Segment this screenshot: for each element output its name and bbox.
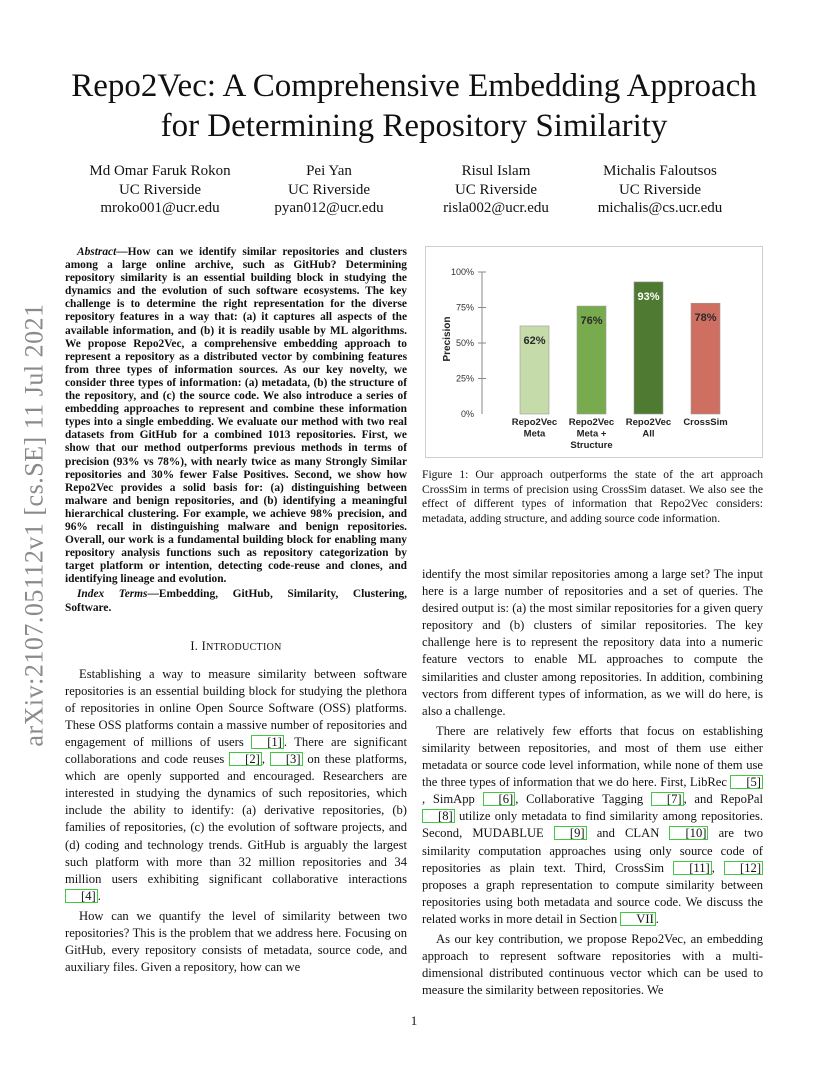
abstract-label: Abstract [77, 246, 117, 258]
intro-paragraph-1 [65, 666, 407, 905]
author-3 [406, 162, 586, 218]
text-run: . [655, 911, 659, 926]
category-label-line: CrossSim [683, 417, 728, 428]
y-tick-label: 100% [450, 267, 474, 277]
author-name: Pei Yan [306, 163, 352, 179]
text-run: , Collaborative Tagging [515, 792, 651, 807]
index-terms [65, 588, 407, 614]
citation-link[interactable]: [7] [651, 792, 684, 806]
text-run: are two similarity computation approaches using only source code of repositories as plain text. Third, CrossSim [422, 826, 764, 875]
category-label [626, 417, 671, 440]
category-label-line: Repo2Vec [568, 417, 615, 428]
author-affiliation: UC Riverside [454, 181, 538, 198]
figure-1-caption: Figure 1: Our approach outperforms the state of the art approach CrossSim in terms of precision using CrossSim dataset. We also see the effect of different types of information that Repo2Vec considers: metadata, adding structure, and adding source code information. [422, 468, 763, 525]
citation-link[interactable]: [6] [483, 792, 516, 806]
arxiv-watermark [14, 290, 56, 760]
citation-link[interactable]: [4] [65, 889, 98, 903]
text-run: . There are significant collaborations and code reuses [65, 735, 408, 767]
text-run: , and RepoPal [683, 792, 763, 807]
citation-link[interactable]: [10] [669, 826, 708, 840]
text-run: proposes a graph representation to compute similarity between repositories using both metadata and source code. We discuss the related works in more detail in Section [422, 877, 763, 926]
author-1 [70, 162, 250, 218]
data-label: 78% [694, 312, 717, 325]
author-email: mroko001@ucr.edu [100, 200, 220, 216]
citation-link[interactable]: [3] [270, 752, 303, 766]
category-label [683, 417, 727, 428]
text-run: , [711, 860, 725, 875]
y-axis-label: Precision [442, 316, 453, 362]
category-label [569, 417, 614, 451]
category-label-line: All [642, 428, 655, 440]
right-paragraph-1: identify the most similar repositories among a large set? The input here is a large number of repositories and a set of queries. The desired output is: (a) the most similar repositories for a given query repository and (b) clusters of similar repositories. The key challenge here is to represent the repository data into a numeric feature vectors to enable ML approaches to compute the similarities and cluster among repositories. In addition, combining vectors from different types of information, as we will do here, is also a challenge. [422, 567, 763, 718]
paper-title [60, 66, 768, 146]
author-name: Risul Islam [461, 163, 531, 179]
category-label [512, 417, 557, 440]
citation-link[interactable]: [11] [673, 861, 712, 875]
arxiv-id: arXiv:2107.05112v1 [cs.SE] 11 Jul 2021 [20, 303, 49, 747]
section-link[interactable]: VII [620, 912, 655, 926]
y-tick-label: 50% [455, 338, 474, 348]
author-4 [570, 162, 750, 218]
left-column [65, 246, 407, 976]
abstract-text: —How can we identify similar repositories and clusters among a large online archive, such as GitHub? Determining repository similarity is an essential building block in studying the dynamics and the evolution of such software ecosystems. The key challenge is to determine the right representation for the diverse repository features in a way that: (a) it captures all aspects of the available information, and (b) it is readily usable by ML algorithms. We propose Repo2Vec, a comprehensive embedding approach to represent a repository as a distributed vector by combining features from three types of information sources. As our key novelty, we consider three types of information: (a) metadata, (b) the structure of the repository, and (c) the source code. We also introduce a series of embedding approaches to represent and combine these information types into a single embedding. We evaluate our method with two real datasets from GitHub for a combined 1013 repositories. First, we show that our method outperforms previous methods in terms of precision (93% vs 78%), with nearly twice as many Strongly Similar repositories and 30% fewer False Positives. Second, we show how Repo2Vec provides a solid basis for: (a) distinguishing between malware and benign repositories, and (b) identifying a meaningful hierarchical clustering. For example, we achieve 98% precision, and 96% recall in distinguishing malware and benign repositories. Overall, our work is a fundamental building block for enabling many repository analysis functions such as repository categorization by target platform or intention, detecting code-reuse and clones, and identifying lineage and evolution. [65, 246, 407, 586]
intro-paragraph-2: How can we quantify the level of similarity between two repositories? This is the problem that we address here. Focusing on GitHub, every repository consists of metadata, source code, and auxiliary files. Given a repository, how can we [65, 908, 407, 975]
text-run: . [97, 888, 101, 903]
author-2 [239, 162, 419, 218]
text-run: Establishing a way to measure similarity between software repositories is an essential building block for studying the plethora of repositories in online Open Source Software (OSS) platforms. These OSS platforms contain a massive number of repositories and engagement of millions of users [65, 666, 407, 749]
author-block [60, 162, 768, 222]
category-label-line: Repo2Vec [625, 417, 672, 428]
bar-chart [426, 247, 762, 457]
data-label: 93% [637, 290, 660, 303]
data-label: 76% [580, 315, 603, 328]
right-paragraph-2 [422, 723, 763, 928]
title-line-1: Repo2Vec: A Comprehensive Embedding Approach [71, 68, 757, 104]
citation-link[interactable]: [5] [730, 775, 763, 789]
citation-link[interactable]: [12] [724, 861, 763, 875]
text-run: on these platforms, which are openly supported and encouraged. Researchers are interested in studying the dynamics of such repositories, which include the ability to identify: (a) derivative repositories, (b) families of repositories, (c) the evolution of software projects, and (d) coding and technology trends. GitHub is arguably the largest such platform with more than 32 million repositories and 34 million users exhibiting significant collaborative interactions [65, 752, 407, 886]
category-label-line: Structure [570, 440, 613, 451]
category-label-line: Meta + [576, 428, 607, 440]
title-line-2: for Determining Repository Similarity [160, 108, 668, 144]
abstract [65, 246, 407, 586]
page-number: 1 [410, 1013, 418, 1028]
text-run: , [261, 752, 270, 767]
data-label: 62% [523, 334, 546, 347]
author-email: michalis@cs.ucr.edu [597, 200, 723, 216]
y-tick-label: 75% [455, 302, 474, 313]
category-label-line: Meta [523, 428, 546, 440]
category-label-line: Repo2Vec [511, 417, 558, 428]
section-heading-introduction [65, 639, 407, 654]
citation-link[interactable]: [2] [229, 752, 262, 766]
section-title: NTRODUCTION [206, 641, 282, 653]
y-tick-label: 0% [460, 409, 474, 419]
text-run: and CLAN [586, 826, 670, 841]
section-numeral: I. I [190, 638, 207, 653]
text-run: utilize only metadata to find similarity among repositories. Second, MUDABLUE [422, 809, 763, 841]
author-affiliation: UC Riverside [118, 181, 202, 198]
right-paragraph-3: As our key contribution, we propose Repo2Vec, an embedding approach to represent software repositories with a multi-dimensional distributed continuous vector which can be used to measure the similarity between repositories. We [422, 931, 763, 998]
author-affiliation: UC Riverside [618, 181, 702, 198]
index-terms-label: Index Terms [77, 588, 148, 601]
text-run: There are relatively few efforts that focus on establishing similarity between repositories, and most of them use either metadata or source code level information, while none of them use the three types of information that we do here. First, LibRec [422, 723, 763, 790]
author-name: Michalis Faloutsos [603, 163, 717, 179]
y-tick-label: 25% [455, 373, 474, 384]
citation-link[interactable]: [1] [251, 735, 284, 749]
author-name: Md Omar Faruk Rokon [89, 163, 231, 179]
author-email: risla002@ucr.edu [443, 200, 549, 216]
figure-1-chart [425, 246, 763, 458]
text-run: , SimApp [422, 792, 483, 807]
right-column [422, 566, 763, 999]
index-terms-text: —Embedding, GitHub, Similarity, Clustering, Software. [65, 588, 407, 614]
citation-link[interactable]: [8] [422, 809, 455, 823]
author-affiliation: UC Riverside [287, 181, 371, 198]
citation-link[interactable]: [9] [554, 826, 587, 840]
author-email: pyan012@ucr.edu [274, 200, 384, 216]
